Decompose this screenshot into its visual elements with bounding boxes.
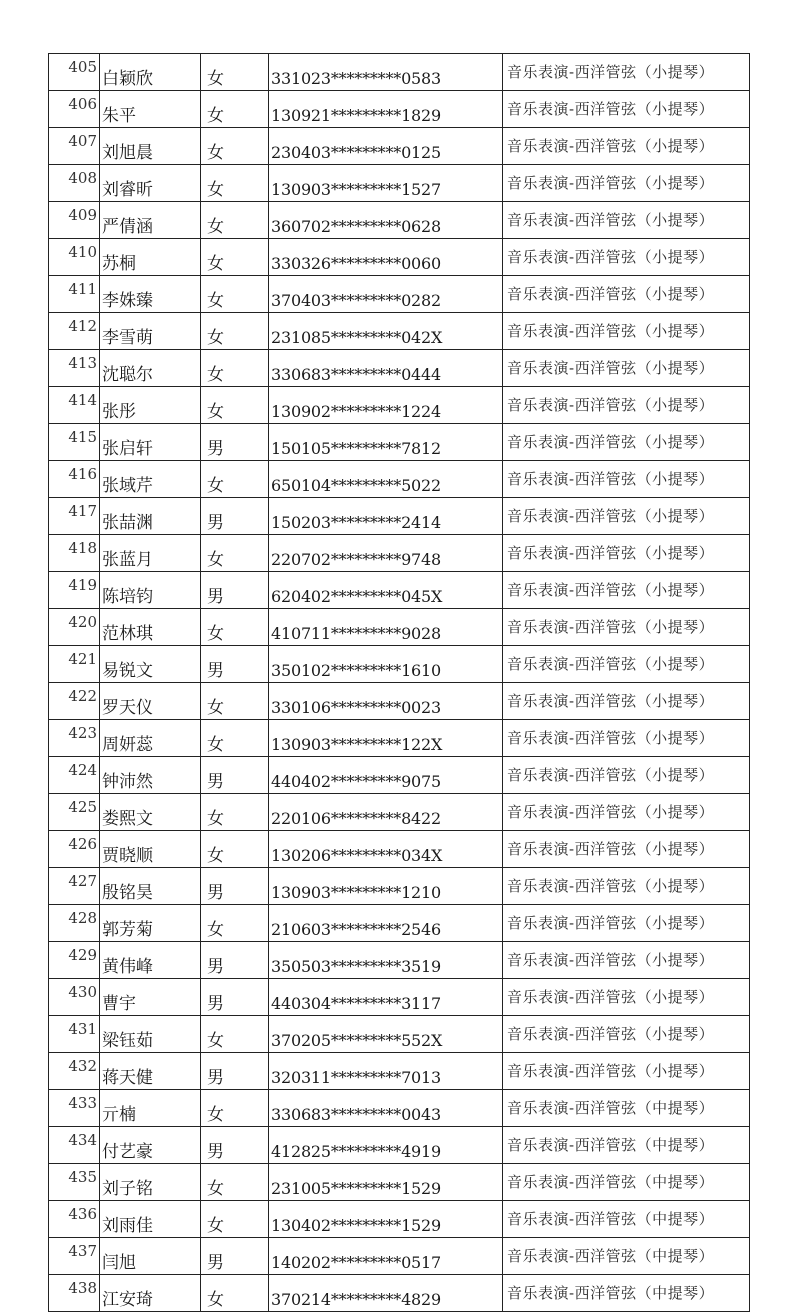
- id-number: 150105*********7812: [269, 424, 503, 461]
- table-row: [49, 609, 750, 646]
- major: 音乐表演-西洋管弦（小提琴）: [503, 461, 750, 498]
- row-number: 406: [49, 91, 100, 128]
- row-number: 416: [49, 461, 100, 498]
- row-number: 405: [49, 54, 100, 91]
- table-row: [49, 498, 750, 535]
- id-number: 130902*********1224: [269, 387, 503, 424]
- id-number: 412825*********4919: [269, 1127, 503, 1164]
- student-gender: 男: [201, 424, 269, 461]
- major: 音乐表演-西洋管弦（小提琴）: [503, 424, 750, 461]
- student-name: 李雪萌: [100, 313, 201, 350]
- student-name: 周妍蕊: [100, 720, 201, 757]
- id-number: 370403*********0282: [269, 276, 503, 313]
- student-gender: 女: [201, 91, 269, 128]
- table-row: [49, 1053, 750, 1090]
- id-number: 231005*********1529: [269, 1164, 503, 1201]
- table-row: [49, 91, 750, 128]
- major: 音乐表演-西洋管弦（小提琴）: [503, 868, 750, 905]
- major: 音乐表演-西洋管弦（小提琴）: [503, 794, 750, 831]
- student-gender: 男: [201, 572, 269, 609]
- student-gender: 男: [201, 757, 269, 794]
- id-number: 370205*********552X: [269, 1016, 503, 1053]
- student-name: 张域芹: [100, 461, 201, 498]
- row-number: 419: [49, 572, 100, 609]
- row-number: 437: [49, 1238, 100, 1275]
- table-row: [49, 276, 750, 313]
- row-number: 410: [49, 239, 100, 276]
- row-number: 412: [49, 313, 100, 350]
- table-row: [49, 128, 750, 165]
- student-gender: 女: [201, 1164, 269, 1201]
- major: 音乐表演-西洋管弦（小提琴）: [503, 276, 750, 313]
- id-number: 360702*********0628: [269, 202, 503, 239]
- table-row: [49, 572, 750, 609]
- major: 音乐表演-西洋管弦（小提琴）: [503, 350, 750, 387]
- table-row: [49, 1201, 750, 1238]
- student-name: 张蓝月: [100, 535, 201, 572]
- table-row: [49, 1127, 750, 1164]
- table-row: [49, 720, 750, 757]
- student-name: 刘旭晨: [100, 128, 201, 165]
- id-number: 440304*********3117: [269, 979, 503, 1016]
- student-name: 闫旭: [100, 1238, 201, 1275]
- row-number: 428: [49, 905, 100, 942]
- id-number: 650104*********5022: [269, 461, 503, 498]
- row-number: 409: [49, 202, 100, 239]
- major: 音乐表演-西洋管弦（小提琴）: [503, 609, 750, 646]
- id-number: 130903*********1210: [269, 868, 503, 905]
- student-gender: 女: [201, 1090, 269, 1127]
- major: 音乐表演-西洋管弦（小提琴）: [503, 720, 750, 757]
- table-row: [49, 535, 750, 572]
- student-name: 范林琪: [100, 609, 201, 646]
- major: 音乐表演-西洋管弦（中提琴）: [503, 1238, 750, 1275]
- table-row: [49, 350, 750, 387]
- student-name: 贾晓顺: [100, 831, 201, 868]
- student-name: 钟沛然: [100, 757, 201, 794]
- table-row: [49, 646, 750, 683]
- major: 音乐表演-西洋管弦（小提琴）: [503, 979, 750, 1016]
- major: 音乐表演-西洋管弦（小提琴）: [503, 91, 750, 128]
- table-row: [49, 683, 750, 720]
- major: 音乐表演-西洋管弦（小提琴）: [503, 572, 750, 609]
- row-number: 424: [49, 757, 100, 794]
- major: 音乐表演-西洋管弦（小提琴）: [503, 239, 750, 276]
- row-number: 433: [49, 1090, 100, 1127]
- table-row: [49, 461, 750, 498]
- student-gender: 男: [201, 498, 269, 535]
- student-name: 江安琦: [100, 1275, 201, 1312]
- id-number: 320311*********7013: [269, 1053, 503, 1090]
- table-row: [49, 1238, 750, 1275]
- row-number: 434: [49, 1127, 100, 1164]
- table-row: [49, 1016, 750, 1053]
- id-number: 130903*********1527: [269, 165, 503, 202]
- table-row: [49, 202, 750, 239]
- row-number: 408: [49, 165, 100, 202]
- student-name: 白颖欣: [100, 54, 201, 91]
- student-gender: 女: [201, 387, 269, 424]
- id-number: 231085*********042X: [269, 313, 503, 350]
- student-name: 张喆渊: [100, 498, 201, 535]
- student-name: 陈培钧: [100, 572, 201, 609]
- major: 音乐表演-西洋管弦（中提琴）: [503, 1275, 750, 1312]
- student-gender: 男: [201, 1127, 269, 1164]
- major: 音乐表演-西洋管弦（小提琴）: [503, 535, 750, 572]
- table-row: [49, 757, 750, 794]
- row-number: 426: [49, 831, 100, 868]
- student-name: 李姝臻: [100, 276, 201, 313]
- row-number: 431: [49, 1016, 100, 1053]
- id-number: 330106*********0023: [269, 683, 503, 720]
- id-number: 370214*********4829: [269, 1275, 503, 1312]
- student-name: 刘睿昕: [100, 165, 201, 202]
- table-row: [49, 794, 750, 831]
- major: 音乐表演-西洋管弦（小提琴）: [503, 498, 750, 535]
- id-number: 210603*********2546: [269, 905, 503, 942]
- id-number: 140202*********0517: [269, 1238, 503, 1275]
- table-row: [49, 979, 750, 1016]
- student-gender: 男: [201, 979, 269, 1016]
- id-number: 150203*********2414: [269, 498, 503, 535]
- major: 音乐表演-西洋管弦（中提琴）: [503, 1090, 750, 1127]
- student-list-table: [48, 53, 750, 1312]
- student-gender: 女: [201, 720, 269, 757]
- student-name: 易锐文: [100, 646, 201, 683]
- id-number: 440402*********9075: [269, 757, 503, 794]
- student-name: 殷铭昊: [100, 868, 201, 905]
- id-number: 330326*********0060: [269, 239, 503, 276]
- row-number: 420: [49, 609, 100, 646]
- student-name: 张启轩: [100, 424, 201, 461]
- student-gender: 男: [201, 1053, 269, 1090]
- student-name: 蒋天健: [100, 1053, 201, 1090]
- student-gender: 女: [201, 794, 269, 831]
- student-gender: 女: [201, 461, 269, 498]
- student-name: 付艺豪: [100, 1127, 201, 1164]
- major: 音乐表演-西洋管弦（小提琴）: [503, 757, 750, 794]
- major: 音乐表演-西洋管弦（小提琴）: [503, 646, 750, 683]
- table-row: [49, 239, 750, 276]
- table-row: [49, 1275, 750, 1312]
- student-gender: 女: [201, 831, 269, 868]
- student-gender: 男: [201, 646, 269, 683]
- row-number: 411: [49, 276, 100, 313]
- table-row: [49, 942, 750, 979]
- row-number: 429: [49, 942, 100, 979]
- major: 音乐表演-西洋管弦（小提琴）: [503, 54, 750, 91]
- student-gender: 女: [201, 276, 269, 313]
- student-name: 郭芳菊: [100, 905, 201, 942]
- major: 音乐表演-西洋管弦（小提琴）: [503, 942, 750, 979]
- row-number: 435: [49, 1164, 100, 1201]
- major: 音乐表演-西洋管弦（中提琴）: [503, 1127, 750, 1164]
- student-gender: 女: [201, 905, 269, 942]
- student-name: 罗天仪: [100, 683, 201, 720]
- table-body: [49, 54, 750, 1312]
- major: 音乐表演-西洋管弦（小提琴）: [503, 831, 750, 868]
- row-number: 417: [49, 498, 100, 535]
- student-gender: 女: [201, 128, 269, 165]
- student-gender: 男: [201, 1238, 269, 1275]
- table-row: [49, 905, 750, 942]
- id-number: 130921*********1829: [269, 91, 503, 128]
- student-gender: 女: [201, 1201, 269, 1238]
- student-gender: 女: [201, 1275, 269, 1312]
- student-name: 梁钰茹: [100, 1016, 201, 1053]
- table-row: [49, 387, 750, 424]
- row-number: 430: [49, 979, 100, 1016]
- row-number: 418: [49, 535, 100, 572]
- id-number: 230403*********0125: [269, 128, 503, 165]
- id-number: 220702*********9748: [269, 535, 503, 572]
- student-gender: 男: [201, 942, 269, 979]
- table-row: [49, 868, 750, 905]
- major: 音乐表演-西洋管弦（小提琴）: [503, 202, 750, 239]
- id-number: 130402*********1529: [269, 1201, 503, 1238]
- student-name: 刘雨佳: [100, 1201, 201, 1238]
- row-number: 436: [49, 1201, 100, 1238]
- row-number: 414: [49, 387, 100, 424]
- id-number: 331023*********0583: [269, 54, 503, 91]
- student-name: 曹宇: [100, 979, 201, 1016]
- id-number: 130206*********034X: [269, 831, 503, 868]
- student-gender: 女: [201, 239, 269, 276]
- student-gender: 男: [201, 868, 269, 905]
- student-name: 张彤: [100, 387, 201, 424]
- major: 音乐表演-西洋管弦（中提琴）: [503, 1201, 750, 1238]
- major: 音乐表演-西洋管弦（小提琴）: [503, 683, 750, 720]
- row-number: 438: [49, 1275, 100, 1312]
- student-gender: 女: [201, 350, 269, 387]
- student-gender: 女: [201, 313, 269, 350]
- student-name: 苏桐: [100, 239, 201, 276]
- student-gender: 女: [201, 54, 269, 91]
- row-number: 423: [49, 720, 100, 757]
- table-row: [49, 54, 750, 91]
- student-gender: 女: [201, 165, 269, 202]
- table-row: [49, 831, 750, 868]
- table-row: [49, 313, 750, 350]
- student-gender: 女: [201, 1016, 269, 1053]
- major: 音乐表演-西洋管弦（小提琴）: [503, 905, 750, 942]
- student-name: 沈聪尔: [100, 350, 201, 387]
- student-gender: 女: [201, 609, 269, 646]
- row-number: 427: [49, 868, 100, 905]
- id-number: 130903*********122X: [269, 720, 503, 757]
- student-name: 亓楠: [100, 1090, 201, 1127]
- student-gender: 女: [201, 683, 269, 720]
- major: 音乐表演-西洋管弦（小提琴）: [503, 1016, 750, 1053]
- row-number: 413: [49, 350, 100, 387]
- id-number: 410711*********9028: [269, 609, 503, 646]
- major: 音乐表演-西洋管弦（小提琴）: [503, 313, 750, 350]
- row-number: 421: [49, 646, 100, 683]
- row-number: 415: [49, 424, 100, 461]
- major: 音乐表演-西洋管弦（中提琴）: [503, 1164, 750, 1201]
- id-number: 620402*********045X: [269, 572, 503, 609]
- id-number: 330683*********0043: [269, 1090, 503, 1127]
- row-number: 422: [49, 683, 100, 720]
- id-number: 350102*********1610: [269, 646, 503, 683]
- major: 音乐表演-西洋管弦（小提琴）: [503, 128, 750, 165]
- id-number: 350503*********3519: [269, 942, 503, 979]
- major: 音乐表演-西洋管弦（小提琴）: [503, 1053, 750, 1090]
- student-gender: 女: [201, 535, 269, 572]
- student-name: 娄熙文: [100, 794, 201, 831]
- major: 音乐表演-西洋管弦（小提琴）: [503, 165, 750, 202]
- row-number: 432: [49, 1053, 100, 1090]
- row-number: 425: [49, 794, 100, 831]
- table-row: [49, 1090, 750, 1127]
- student-name: 刘子铭: [100, 1164, 201, 1201]
- student-name: 朱平: [100, 91, 201, 128]
- row-number: 407: [49, 128, 100, 165]
- student-name: 黄伟峰: [100, 942, 201, 979]
- major: 音乐表演-西洋管弦（小提琴）: [503, 387, 750, 424]
- student-name: 严倩涵: [100, 202, 201, 239]
- student-gender: 女: [201, 202, 269, 239]
- table-row: [49, 424, 750, 461]
- id-number: 220106*********8422: [269, 794, 503, 831]
- table-row: [49, 1164, 750, 1201]
- table-row: [49, 165, 750, 202]
- id-number: 330683*********0444: [269, 350, 503, 387]
